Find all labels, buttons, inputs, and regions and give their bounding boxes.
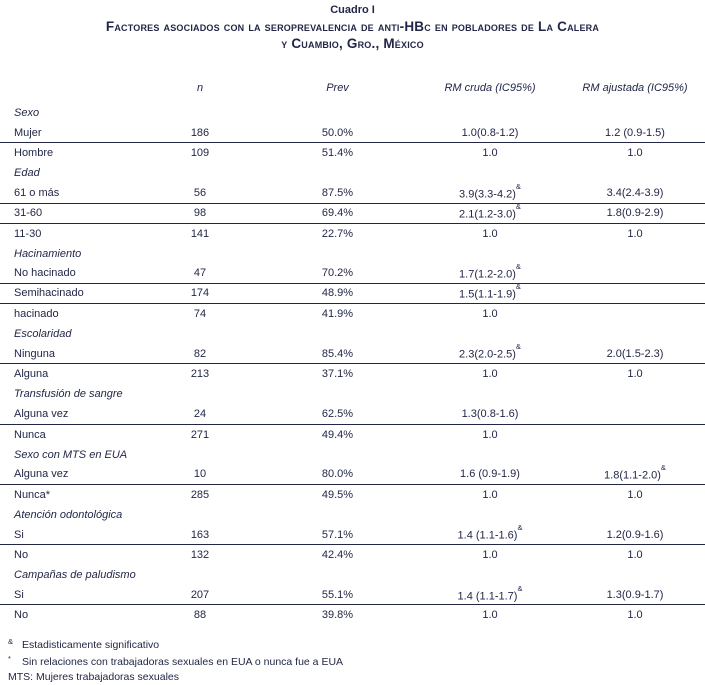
cell-prev: 69.4%: [321, 207, 354, 220]
category-row: [0, 103, 705, 123]
row-category-label: Sexo con MTS en EUA: [14, 448, 128, 461]
significance-marker: &: [515, 201, 521, 211]
cell-prev: 37.1%: [321, 368, 354, 381]
cell-prev: 41.9%: [321, 308, 354, 321]
row-label: 11-30: [14, 227, 42, 240]
cell-n: 174: [190, 287, 210, 300]
footnote-text: Estadisticamente significativo: [22, 638, 160, 651]
row-category-label: Atención odontológica: [14, 509, 123, 522]
cell-n: 88: [193, 609, 207, 622]
category-row: [0, 324, 705, 344]
column-header-rm-cruda: RM cruda (IC95%): [444, 82, 536, 95]
row-label: No hacinado: [14, 267, 76, 280]
row-label: Si: [14, 528, 24, 541]
cell-prev: 50.0%: [321, 126, 354, 139]
significance-marker: &: [515, 282, 521, 292]
cell-prev: 80.0%: [321, 468, 354, 481]
significance-marker: &: [517, 523, 523, 533]
table-row: [0, 264, 705, 284]
cell-rm-ajustada: 1.8(0.9-2.9): [606, 207, 664, 220]
row-label: hacinado: [14, 308, 59, 321]
table-row: [0, 123, 705, 143]
table-header-row: [0, 78, 705, 98]
category-row: [0, 445, 705, 465]
table-body: [0, 103, 705, 625]
cell-n: 10: [193, 468, 207, 481]
row-label: Alguna vez: [14, 468, 69, 481]
cell-rm-cruda: 1.4 (1.1-1.6)&: [457, 523, 523, 542]
row-label: Alguna: [14, 368, 49, 381]
significance-marker: &: [517, 583, 523, 593]
row-category-label: Escolaridad: [14, 328, 72, 341]
significance-marker: &: [515, 262, 521, 272]
row-category-label: Hacinamiento: [14, 247, 82, 260]
cell-rm-cruda: 1.4 (1.1-1.7)&: [457, 583, 523, 603]
table-row: [0, 304, 705, 324]
cell-prev: 87.5%: [321, 187, 354, 200]
footnote-line: [8, 670, 705, 685]
table-row: [0, 224, 705, 244]
row-label: Alguna vez: [14, 408, 69, 421]
footnote-line: [8, 635, 705, 653]
significance-marker: &: [515, 181, 521, 191]
cell-rm-ajustada: 1.0: [627, 609, 643, 622]
table-row: [0, 545, 705, 565]
cell-prev: 42.4%: [321, 549, 354, 562]
cell-n: 98: [193, 207, 207, 220]
cell-rm-cruda: 2.3(2.0-2.5)&: [459, 342, 521, 362]
row-label: Si: [14, 588, 24, 601]
column-header-n: n: [196, 82, 204, 95]
significance-marker: &: [515, 342, 521, 352]
cell-rm-cruda: 1.7(1.2-2.0)&: [459, 262, 521, 281]
table-title-line1: Factores asociados con la seroprevalencia de anti-HBc en pobladores de La Calera: [105, 19, 600, 34]
table-row: [0, 605, 705, 625]
cell-prev: 55.1%: [321, 588, 354, 601]
category-row: [0, 505, 705, 525]
row-label: Hombre: [14, 147, 54, 160]
row-label: No: [14, 549, 29, 562]
category-row: [0, 384, 705, 404]
cell-rm-cruda: 1.0: [482, 549, 498, 562]
cell-prev: 85.4%: [321, 347, 354, 360]
table-row: [0, 405, 705, 425]
cell-n: 56: [193, 187, 207, 200]
row-label: Semihacinado: [14, 287, 84, 300]
cell-rm-cruda: 1.0: [482, 428, 498, 441]
footnote-line: [8, 652, 705, 670]
cell-prev: 49.5%: [321, 488, 354, 501]
cell-n: 24: [193, 408, 207, 421]
row-category-label: Edad: [14, 167, 40, 180]
cell-rm-cruda: 1.0: [482, 147, 498, 160]
table-row: [0, 344, 705, 364]
cell-rm-cruda: 1.0: [482, 368, 498, 381]
factors-table: [0, 78, 705, 626]
table-title-block: [0, 0, 705, 52]
row-label: 61 o más: [14, 187, 60, 200]
row-label: No: [14, 609, 29, 622]
category-row: [0, 163, 705, 183]
cell-rm-ajustada: 1.8(1.1-2.0)&: [604, 463, 666, 482]
cell-n: 207: [190, 588, 210, 601]
row-label: Nunca: [14, 428, 46, 441]
row-category-label: Campañas de paludismo: [14, 569, 136, 582]
table-row: [0, 425, 705, 445]
cell-rm-ajustada: 3.4(2.4-3.9): [606, 187, 664, 200]
table-row: [0, 485, 705, 505]
table-row: [0, 143, 705, 163]
cell-n: 271: [190, 428, 210, 441]
footnote-text: MTS: Mujeres trabajadoras sexuales: [8, 670, 179, 683]
cell-n: 163: [190, 528, 210, 541]
table-row: [0, 201, 705, 224]
cell-prev: 22.7%: [321, 227, 354, 240]
footnote-text: Sin relaciones con trabajadoras sexuales en EUA o nunca fue a EUA: [22, 656, 344, 669]
table-row: [0, 465, 705, 485]
cell-prev: 51.4%: [321, 147, 354, 160]
footnotes-block: [0, 635, 705, 685]
cell-rm-ajustada: 1.0: [627, 549, 643, 562]
cell-rm-cruda: 1.0: [482, 308, 498, 321]
significance-marker: &: [660, 463, 666, 472]
table-row: [0, 183, 705, 203]
footnote-marker: *: [8, 654, 11, 664]
row-label: Nunca*: [14, 488, 51, 501]
row-label: 31-60: [14, 207, 43, 220]
cell-rm-cruda: 3.9(3.3-4.2)&: [459, 181, 521, 201]
footnote-marker: &: [8, 636, 14, 646]
cell-rm-cruda: 2.1(1.2-3.0)&: [459, 201, 521, 221]
cell-n: 82: [193, 347, 207, 360]
cell-rm-ajustada: 1.0: [627, 227, 643, 240]
cell-n: 132: [190, 549, 210, 562]
cell-n: 109: [190, 147, 210, 160]
cell-n: 186: [190, 126, 210, 139]
column-header-prev: Prev: [326, 82, 349, 95]
category-row: [0, 565, 705, 585]
cell-prev: 57.1%: [321, 528, 354, 541]
cell-rm-ajustada: 1.2 (0.9-1.5): [605, 126, 665, 139]
cell-rm-ajustada: 1.3(0.9-1.7): [606, 588, 664, 601]
cell-rm-cruda: 1.0: [482, 227, 498, 240]
cell-rm-cruda: 1.3(0.8-1.6): [461, 408, 519, 421]
table-title-line2: y Cuambio, Gro., México: [281, 36, 424, 51]
table-row: [0, 585, 705, 605]
cell-rm-ajustada: 1.0: [627, 147, 643, 160]
column-header-rm-ajustada: RM ajustada (IC95%): [582, 82, 688, 95]
cell-n: 285: [190, 488, 210, 501]
cell-n: 213: [190, 368, 210, 381]
cell-rm-ajustada: 1.0: [627, 488, 643, 501]
row-label: Ninguna: [14, 347, 55, 360]
row-category-label: Sexo: [14, 107, 40, 120]
row-category-label: Transfusión de sangre: [14, 388, 123, 401]
cell-n: 47: [193, 267, 207, 280]
cell-prev: 62.5%: [321, 408, 354, 421]
cell-n: 74: [193, 308, 207, 321]
cell-prev: 49.4%: [321, 428, 354, 441]
cell-prev: 70.2%: [321, 267, 354, 280]
cell-rm-cruda: 1.6 (0.9-1.9): [460, 468, 520, 481]
table-row: [0, 364, 705, 384]
table-row: [0, 525, 705, 545]
cell-rm-cruda: 1.0: [482, 488, 498, 501]
cell-rm-cruda: 1.5(1.1-1.9)&: [459, 282, 521, 301]
cell-rm-cruda: 1.0: [482, 609, 498, 622]
cell-prev: 48.9%: [321, 287, 354, 300]
cell-prev: 39.8%: [321, 609, 354, 622]
cell-n: 141: [190, 227, 210, 240]
row-label: Mujer: [14, 126, 42, 139]
category-row: [0, 244, 705, 264]
cell-rm-ajustada: 1.2(0.9-1.6): [606, 528, 664, 541]
cell-rm-ajustada: 2.0(1.5-2.3): [606, 347, 664, 360]
cell-rm-cruda: 1.0(0.8-1.2): [461, 126, 519, 139]
cell-rm-ajustada: 1.0: [627, 368, 643, 381]
table-row: [0, 284, 705, 304]
table-number: Cuadro I: [330, 4, 375, 16]
